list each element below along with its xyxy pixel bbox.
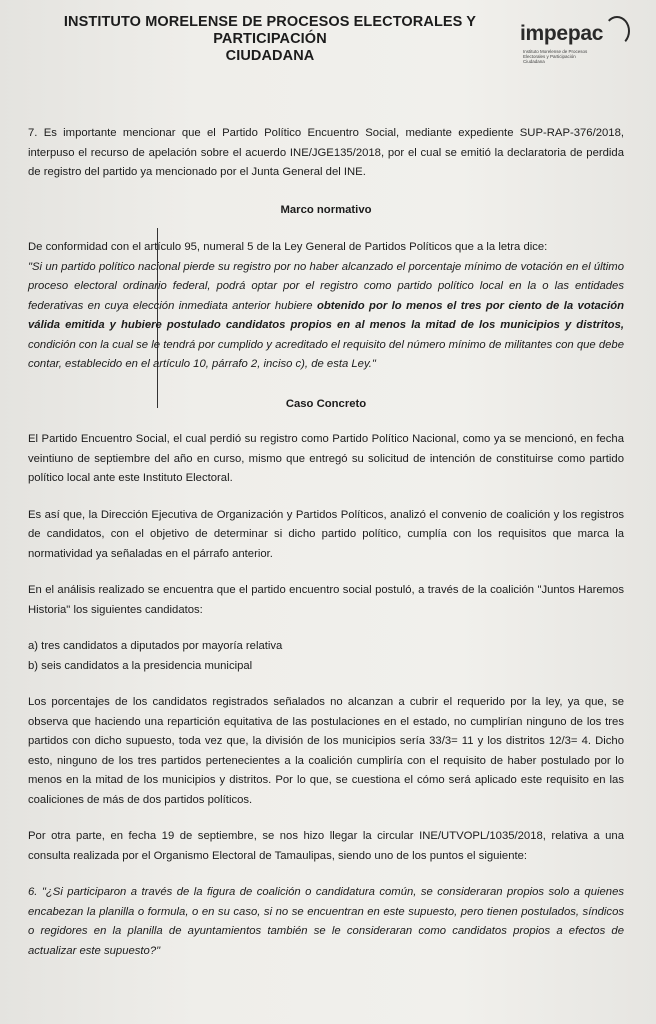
legal-quote (28, 258, 624, 375)
document-body (28, 124, 624, 961)
paragraph-7: 7. Es importante mencionar que el Partido Político Encuentro Social, mediante expediente SUP-RAP-376/2018, interpuso el recurso de apelación sobre el acuerdo INE/JGE135/2018, por el cual se emitió la declaratoria de perdida de registro del partido ya mencionado por el Junta General del INE. (28, 127, 624, 178)
marco-intro: De conformidad con el artículo 95, numeral 5 de la Ley General de Partidos Políticos que a la letra dice: (28, 241, 548, 253)
list-item-b: b) seis candidatos a la presidencia municipal (28, 659, 253, 672)
caso-paragraph-5: Por otra parte, en fecha 19 de septiembre, se nos hizo llegar la circular INE/UTVOPL/1035/2018, relativa a una consulta realizada por el Organismo Electoral de Tamaulipas, siendo uno de los puntos el siguiente: (28, 830, 624, 862)
impepac-logo (520, 16, 640, 64)
consulta-quote-6: 6. "¿Si participaron a través de la figura de coalición o candidatura común, se consideraran propios solo a quienes encabezan la planilla o formula, o en su caso, si no se encuentran en este supuesto, pero tienen postulados, síndicos o regidores en la planilla de ayuntamientos también se le consideraran como candidatos propios a efectos de actualizar este supuesto?" (28, 886, 624, 957)
document-header (20, 14, 520, 65)
caso-paragraph-2: Es así que, la Dirección Ejecutiva de Organización y Partidos Políticos, analizó el convenio de coalición y los registros de candidatos, con el objetivo de determinar si dicho partido político, cumplía con los requisitos que marca la normatividad ya señaladas en el párrafo anterior. (28, 508, 624, 560)
institute-title-line2: CIUDADANA (225, 48, 315, 64)
quote-part-2: condición con la cual se le tendrá por cumplido y acreditado el requisito del número mínimo de militantes con que debe contar, establecido en el artículo 10, párrafo 2, inciso c), de esta Ley." (28, 338, 624, 370)
heading-caso-concreto: Caso Concreto (285, 397, 367, 410)
caso-paragraph-4: Los porcentajes de los candidatos registrados señalados no alcanzan a cubrir el requerido por la ley, ya que, se observa que haciendo una repartición equitativa de las postulaciones en el estado, no cumplirían ninguno de los tres partidos con dicho supuesto, toda vez que, la división de los municipios sería 33/3= 11 y los distritos 12/3= 4. Dicho esto, ninguno de los tres partidos pertenecientes a la coalición cumpliría con el requisito de haber postulado por lo menos en la mitad de los municipios y distritos. Por lo que, se cuestiona el cómo será aplicado este requisito en las coaliciones de más de dos partidos políticos. (28, 696, 624, 806)
logo-arc-icon (604, 16, 630, 46)
quote-part-1: "Si un partido político nacional pierde su registro por no haber alcanzado el porcentaje mínimo de votación en el último proceso electoral ordinario federal, podrá optar por el registro como partido político local en la o las entidades federativas en cuya elección inmediata anterior hubiere (28, 260, 624, 312)
logo-subtitle: Instituto Morelense de Procesos Electorales y Participación Ciudadana (523, 49, 588, 64)
caso-paragraph-3: En el análisis realizado se encuentra que el partido encuentro social postuló, a través de la coalición "Juntos Haremos Historia" los siguientes candidatos: (28, 584, 624, 616)
logo-wordmark: impepac (520, 22, 604, 45)
heading-marco-normativo: Marco normativo (280, 203, 372, 216)
caso-paragraph-1: El Partido Encuentro Social, el cual perdió su registro como Partido Político Nacional, como ya se mencionó, en fecha veintiuno de septiembre del año en curso, mismo que entregó su solicitud de intención de constituirse como partido político local ante este Instituto Electoral. (28, 433, 624, 484)
list-item-a: a) tres candidatos a diputados por mayoría relativa (28, 640, 283, 652)
institute-title-line1: INSTITUTO MORELENSE DE PROCESOS ELECTORALES Y PARTICIPACIÓN (63, 14, 477, 47)
quote-bold: obtenido por lo menos el tres por ciento de la votación válida emitida y hubiere postulado candidatos propios en al menos la mitad de los municipios y distritos, (28, 299, 625, 331)
